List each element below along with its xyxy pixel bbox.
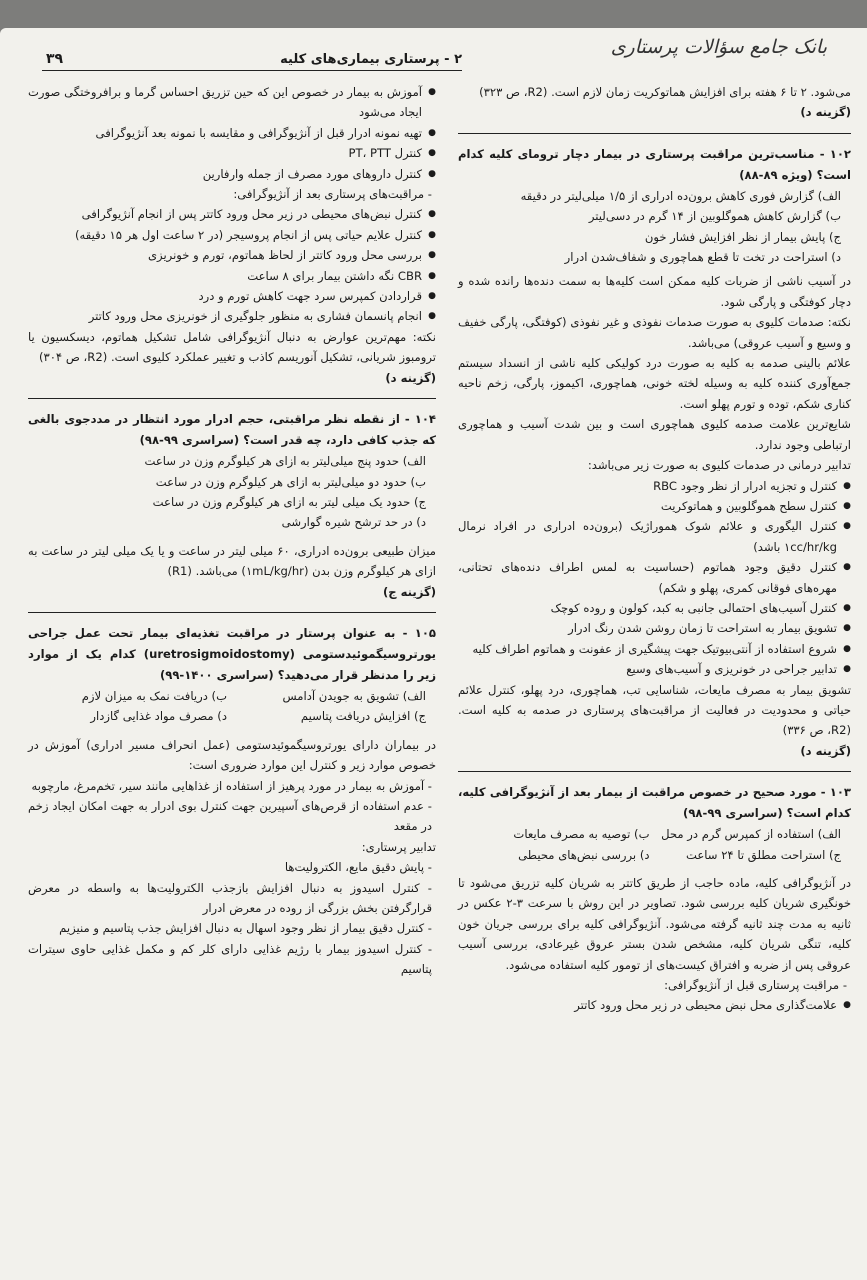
explanation-text: میزان طبیعی برون‌ده ادراری، ۶۰ میلی لیتر در ساعت و یا یک میلی لیتر در ساعت به ازای هر کیلوگرم وزن بدن (۱mL/kg/hr) می‌باشد. (R1): [28, 543, 436, 579]
right-column: [458, 82, 851, 1016]
explanation-text: در آنژیوگرافی کلیه، ماده حاجب از طریق کاتتر به شریان کلیه تزریق می‌شود تا خونگیری شریان کلیه بررسی شود. تصاویر در این روش با سرعت ۳-۲ عکس در ثانیه به مدت چند ثانیه گرفته می‌شود. آنژیوگرافی کلیه برای بررسی جریان خون کلیه، تنگی شریان کلیه، مشخص شدن بستر عروق غیرعادی، بررسی آسیب عروقی پس از ضربه و افتراق کیست‌های از تومور کلیه استفاده می‌شود.: [458, 876, 851, 972]
note-text: نکته: مهم‌ترین عوارض به دنبال آنژیوگرافی شامل تشکیل هماتوم، دیسکسیون یا ترومبوز شریانی، تشکیل آنوریسم کاذب و تغییر عملکرد کلیوی است. (R2، ص ۳۰۴): [28, 329, 436, 365]
note-text: نکته: صدمات کلیوی به صورت صدمات نفوذی و غیر نفوذی (کوفتگی، پارگی خفیف و وسیع و آسیب عروقی) می‌باشد.: [458, 315, 851, 350]
question-104: ۱۰۴ - از نقطه نظر مراقبتی، حجم ادرار مورد انتظار در مددجوی بالغی که جذب کافی دارد، چه قدر است؟ (سراسری ۹۹-۹۸): [28, 412, 436, 448]
explanation-text: شایع‌ترین علامت صدمه کلیوی هماچوری است و بین شدت آسیب و هماچوری ارتباطی وجود ندارد.: [458, 417, 851, 452]
dash-item: - کنترل اسیدوز به دنبال افزایش بازجذب الکترولیت‌ها به واسطه در معرض قرارگرفتن بخش بزرگی از روده در معرض ادرار: [28, 880, 432, 915]
bullet-item: ● کنترل PT، PTT: [28, 143, 436, 163]
bullet-item: ● بررسی محل ورود کاتتر از لحاظ هماتوم، تورم و خونریزی: [28, 245, 436, 265]
bullet-item: ● تشویق بیمار به استراحت تا زمان روشن شدن رنگ ادرار: [458, 618, 851, 638]
bullet-item: ● کنترل علایم حیاتی پس از انجام پروسیجر (در ۲ ساعت اول هر ۱۵ دقیقه): [28, 225, 436, 245]
question-divider: [28, 398, 436, 399]
question-102: ۱۰۲ - مناسب‌ترین مراقبت پرستاری در بیمار دچار ترومای کلیه کدام است؟ (ویژه ۸۹-۸۸): [458, 146, 851, 182]
explanation-text: تشویق بیمار به مصرف مایعات، شناسایی تب، هماچوری، درد پهلو، کنترل علائم حیاتی و محدودیت در فعالیت از مراقبت‌های پرستاری در صدمه به کلیه است. (R2، ص ۳۳۶): [458, 682, 851, 738]
option-row: [28, 706, 436, 726]
option: الف) تشویق به جویدن آدامس: [282, 688, 426, 703]
book-title: بانک جامع سؤالات پرستاری: [610, 36, 827, 58]
option: ب) دریافت نمک به میزان لازم: [81, 688, 227, 703]
bullet-item: ● کنترل داروهای مورد مصرف از جمله وارفارین: [28, 164, 436, 184]
dash-item: - عدم استفاده از قرص‌های آسپیرین جهت کنترل بوی ادرار به جهت امکان ایجاد زخم در مقعد: [28, 798, 432, 834]
bullet-item: ● کنترل آسیب‌های احتمالی جانبی به کبد، کولون و روده کوچک: [458, 598, 851, 618]
option-row: [28, 686, 436, 706]
option: ج) حدود یک میلی لیتر به ازای هر کیلوگرم وزن در ساعت: [152, 494, 426, 509]
option: الف) استفاده از کمپرس گرم در محل: [661, 827, 841, 842]
intro-text: می‌شود. ۲ تا ۶ هفته برای افزایش هماتوکریت زمان لازم است. (R2، ص ۳۲۳): [479, 85, 851, 99]
bullet-item: ● کنترل الیگوری و علائم شوک هموراژیک (برون‌ده ادراری در افراد نرمال ۱cc/hr/kg باشد): [458, 516, 851, 557]
dash-item: - کنترل اسیدوز بیمار با رژیم غذایی دارای کلر کم و مکمل غذایی حاوی سیترات پتاسیم: [28, 941, 432, 977]
bullet-item: ● کنترل نبض‌های محیطی در زیر محل ورود کاتتر پس از انجام آنژیوگرافی: [28, 204, 436, 224]
chapter-bar: [42, 48, 462, 71]
bullet-item: ● کنترل سطح هموگلوبین و هماتوکریت: [458, 496, 851, 516]
page-number: ۳۹: [46, 51, 64, 67]
option: الف) حدود پنج میلی‌لیتر به ازای هر کیلوگرم وزن در ساعت: [144, 454, 426, 469]
option: ج) پایش بیمار از نظر افزایش فشار خون: [644, 229, 841, 244]
left-column: [28, 82, 436, 980]
bullet-item: ● کنترل و تجزیه ادرار از نظر وجود RBC: [458, 476, 851, 496]
question-divider: [28, 612, 436, 613]
bullet-item: ● علامت‌گذاری محل نبض محیطی در زیر محل ورود کاتتر: [458, 995, 851, 1015]
bullet-item: ● کنترل دقیق وجود هماتوم (حساسیت به لمس اطراف دنده‌های تحتانی، مهره‌های فوقانی کمری، پهلو و شکم): [458, 557, 851, 598]
option: ب) گزارش کاهش هموگلوبین از ۱۴ گرم در دسی‌لیتر: [588, 209, 841, 224]
bullet-item: ● CBR نگه داشتن بیمار برای ۸ ساعت: [28, 266, 436, 286]
dash-item: - کنترل دقیق بیمار از نظر وجود اسهال به دنبال افزایش جذب پتاسیم و منیزیم: [59, 921, 432, 936]
answer-label: (گزینه د): [385, 370, 436, 385]
explanation-text: علائم بالینی صدمه به کلیه به صورت درد کولیکی کلیه ناشی از انسداد سیستم جمع‌آوری کننده کلیه به وسیله لخته خونی، هماچوری، اکیموز، پارگی، زخم ناحیه کناری شکم، توده و تورم پهلو است.: [458, 356, 851, 411]
page-header: [0, 36, 867, 76]
answer-label: (گزینه ج): [382, 584, 436, 599]
chapter-title: ۲ - پرستاری بیماری‌های کلیه: [280, 51, 462, 67]
bullet-item: ● تهیه نمونه ادرار قبل از آنژیوگرافی و مقایسه با نمونه بعد آنژیوگرافی: [28, 123, 436, 143]
question-103: ۱۰۳ - مورد صحیح در خصوص مراقبت از بیمار بعد از آنژیوگرافی کلیه، کدام است؟ (سراسری ۹۹-۹۸): [458, 785, 851, 821]
option: الف) گزارش فوری کاهش برون‌ده ادراری از ۱/۵ میلی‌لیتر در دقیقه: [520, 188, 841, 203]
bullet-item: ● انجام پانسمان فشاری به منظور جلوگیری از خونریزی محل ورود کاتتر: [28, 306, 436, 326]
answer-label: (گزینه د): [800, 105, 851, 120]
option-row: [458, 824, 851, 844]
question-divider: [458, 771, 851, 772]
dash-item: - پایش دقیق مایع، الکترولیت‌ها: [284, 860, 432, 875]
bullet-item: ● قراردادن کمپرس سرد جهت کاهش تورم و درد: [28, 286, 436, 306]
section-heading: تدابیر پرستاری:: [361, 839, 436, 854]
explanation-text: در آسیب ناشی از ضربات کلیه ممکن است کلیه‌ها به سمت دنده‌ها رانده شده و دچار کوفتگی و پارگی شود.: [458, 274, 851, 309]
answer-label: (گزینه د): [800, 743, 851, 758]
dash-item: - آموزش به بیمار در مورد پرهیز از استفاده از غذاهایی مانند سیر، تخم‌مرغ، مارچوبه: [31, 778, 432, 793]
option: ج) افزایش دریافت پتاسیم: [300, 709, 426, 724]
question-divider: [458, 133, 851, 134]
question-105: ۱۰۵ - به عنوان پرستار در مراقبت تغذیه‌ای بیمار تحت عمل جراحی یورتروسیگموئیدستومی (uretrosigmoidostomy) کدام یک از موارد زیر را مدنظر قرار می‌دهید؟ (سراسری ۱۴۰۰-۹۹): [28, 625, 436, 682]
option-row: [458, 845, 851, 865]
bullet-item: ● تدابیر جراحی در خونریزی و آسیب‌های وسیع: [458, 659, 851, 679]
bullet-item: ● آموزش به بیمار در خصوص این که حین تزریق احساس گرما و برافروختگی صورت ایجاد می‌شود: [28, 82, 436, 123]
option: د) در حد ترشح شیره گوارشی: [281, 515, 426, 530]
explanation-text: در بیماران دارای یورتروسیگموئیدستومی (عمل انحراف مسیر ادراری) آموزش در خصوص موارد زیر و کنترل این موارد ضروری است:: [28, 737, 436, 773]
option: د) بررسی نبض‌های محیطی: [518, 847, 650, 862]
option: د) استراحت در تخت تا قطع هماچوری و شفاف‌شدن ادرار: [564, 250, 841, 265]
option: ج) استراحت مطلق تا ۲۴ ساعت: [685, 847, 841, 862]
option: د) مصرف مواد غذایی گازدار: [90, 709, 227, 724]
section-heading: - مراقبت پرستاری قبل از آنژیوگرافی:: [664, 978, 847, 993]
bullet-item: ● شروع استفاده از آنتی‌بیوتیک جهت پیشگیری از عفونت و هماتوم اطراف کلیه: [458, 639, 851, 659]
explanation-text: تدابیر درمانی در صدمات کلیوی به صورت زیر می‌باشد:: [587, 458, 851, 473]
section-heading: - مراقبت‌های پرستاری بعد از آنژیوگرافی:: [233, 187, 432, 202]
option: ب) توصیه به مصرف مایعات: [513, 827, 650, 842]
option: ب) حدود دو میلی‌لیتر به ازای هر کیلوگرم وزن در ساعت: [155, 474, 426, 489]
